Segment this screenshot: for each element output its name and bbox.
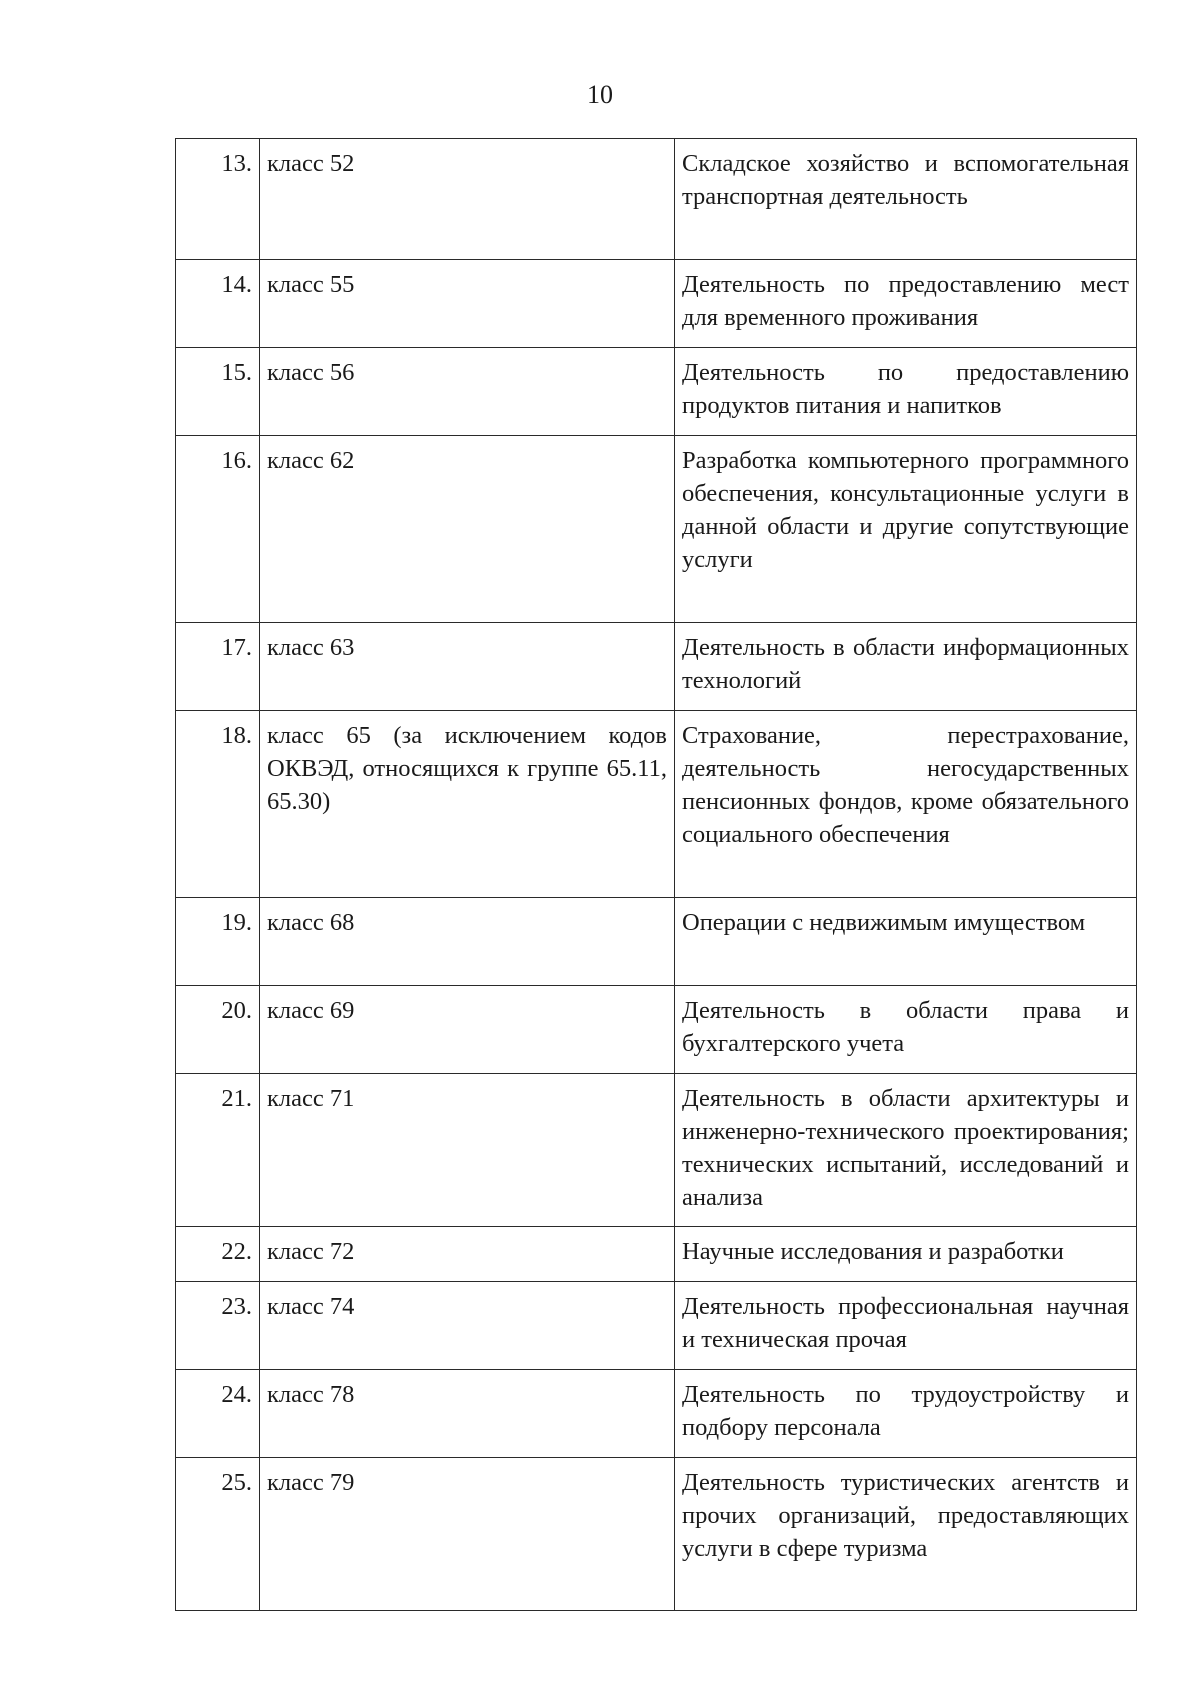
activity-description: Деятельность туристических агентств и прочих организаций, предоставляющих услуги в сфере туризма <box>675 1458 1137 1611</box>
okved-class: класс 72 <box>260 1227 675 1282</box>
table-row <box>176 348 1137 436</box>
activity-description: Складское хозяйство и вспомогательная транспортная деятельность <box>675 139 1137 260</box>
activity-description: Деятельность в области архитектуры и инженерно-технического проектирования; технических испытаний, исследований и анализа <box>675 1074 1137 1227</box>
activity-description: Деятельность по предоставлению продуктов питания и напитков <box>675 348 1137 436</box>
okved-class: класс 71 <box>260 1074 675 1227</box>
row-number: 13. <box>176 139 260 260</box>
okved-class: класс 74 <box>260 1282 675 1370</box>
activity-description: Страхование, перестрахование, деятельность негосударственных пенсионных фондов, кроме обязательного социального обеспечения <box>675 711 1137 898</box>
table-row <box>176 986 1137 1074</box>
activity-description: Деятельность по предоставлению мест для временного проживания <box>675 260 1137 348</box>
activity-description: Деятельность в области информационных технологий <box>675 623 1137 711</box>
okved-class: класс 68 <box>260 898 675 986</box>
okved-class: класс 69 <box>260 986 675 1074</box>
activity-description: Разработка компьютерного программного обеспечения, консультационные услуги в данной области и другие сопутствующие услуги <box>675 436 1137 623</box>
row-number: 20. <box>176 986 260 1074</box>
okved-class: класс 52 <box>260 139 675 260</box>
activity-description: Деятельность по трудоустройству и подбору персонала <box>675 1370 1137 1458</box>
row-number: 17. <box>176 623 260 711</box>
row-number: 18. <box>176 711 260 898</box>
table-row <box>176 1370 1137 1458</box>
table-row <box>176 1458 1137 1611</box>
row-number: 24. <box>176 1370 260 1458</box>
activity-description: Деятельность в области права и бухгалтерского учета <box>675 986 1137 1074</box>
page-number: 10 <box>587 80 613 109</box>
activity-description: Операции с недвижимым имуществом <box>675 898 1137 986</box>
activity-description: Научные исследования и разработки <box>675 1227 1137 1282</box>
row-number: 15. <box>176 348 260 436</box>
row-number: 25. <box>176 1458 260 1611</box>
table-row <box>176 711 1137 898</box>
okved-class: класс 79 <box>260 1458 675 1611</box>
row-number: 19. <box>176 898 260 986</box>
okved-class: класс 55 <box>260 260 675 348</box>
activity-description: Деятельность профессиональная научная и техническая прочая <box>675 1282 1137 1370</box>
table-row <box>176 1227 1137 1282</box>
okved-class: класс 56 <box>260 348 675 436</box>
table-row <box>176 623 1137 711</box>
row-number: 14. <box>176 260 260 348</box>
okved-class: класс 78 <box>260 1370 675 1458</box>
okved-class: класс 65 (за исключением кодов ОКВЭД, относящихся к группе 65.11, 65.30) <box>260 711 675 898</box>
table-row <box>176 139 1137 260</box>
table-row <box>176 1282 1137 1370</box>
row-number: 21. <box>176 1074 260 1227</box>
row-number: 16. <box>176 436 260 623</box>
okved-class-table <box>175 138 1137 1611</box>
table-row <box>176 1074 1137 1227</box>
okved-class: класс 63 <box>260 623 675 711</box>
row-number: 23. <box>176 1282 260 1370</box>
row-number: 22. <box>176 1227 260 1282</box>
okved-class: класс 62 <box>260 436 675 623</box>
table-row <box>176 898 1137 986</box>
table-row <box>176 260 1137 348</box>
table-row <box>176 436 1137 623</box>
